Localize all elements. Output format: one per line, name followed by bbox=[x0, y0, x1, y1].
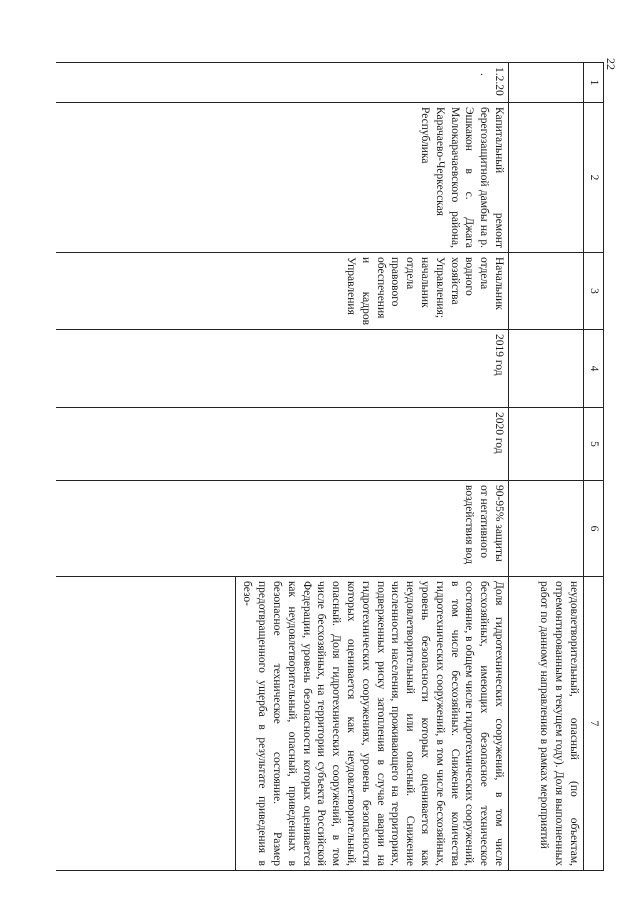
header-col-4: 4 bbox=[584, 330, 604, 408]
executor-cell: Начальник отдела водного хозяйства Управления; начальник отдела правового обеспечения и кадров Управления bbox=[56, 253, 509, 330]
prev-cell-1 bbox=[509, 63, 584, 103]
header-col-5: 5 bbox=[584, 408, 604, 481]
prev-cell-4 bbox=[509, 330, 584, 408]
start-year-cell: 2019 год bbox=[56, 330, 509, 408]
expected-result-cell: 90-95% защиты от негативного воздействия вод bbox=[56, 481, 509, 577]
prev-cell-6 bbox=[509, 481, 584, 577]
rotated-table-container bbox=[56, 62, 604, 870]
prev-cell-2 bbox=[509, 103, 584, 253]
indicators-text: Доля гидротехнических сооружений, в том числе бесхозяйных, имеющих безопасное техническое состояние, в общем числе гидротехнических сооружений, в том числе бесхозяйных. Снижение количества гидротехнических сооружений, в том числе бесхозяйных, уровень безопасности которых оценивается как неудовлетворительный или опасный. Снижение численности населения, проживающего на территориях, подверженных риску затопления в случае аварии на гидротехнических сооружениях, уровень безопасности которых оценивается как неудовлетворительный, опасный. Доля гидротехнических сооружений, в том числе бесхозяйных, на территории субъекта Российской Федерации, уровень безопасности которых оценивается как неудовлетворительный, опасный, приведенных в безопасное техническое состояние. Размер предотвращенного ущерба в результате приведения в безо- bbox=[235, 577, 508, 870]
object-name-cell: Капитальный ремонт берегозащитной дамбы на р. Эшкакон в с. Джага Малокарачаевского района, Карачаево-Черкесская Республика bbox=[56, 103, 509, 253]
end-year-cell: 2020 год bbox=[56, 408, 509, 481]
measures-table bbox=[56, 62, 604, 871]
header-col-3: 3 bbox=[584, 253, 604, 330]
header-col-2: 2 bbox=[584, 103, 604, 253]
previous-row-continuation bbox=[509, 63, 584, 871]
prev-indicators-cell: неудовлетворительный, опасный (по объектам, отремонтированным в текущем году). Доля выполненных работ по данному направлению в рамках мероприятий bbox=[509, 577, 584, 871]
row-number: 1.2.20 bbox=[493, 67, 505, 96]
indicators-cell bbox=[56, 577, 509, 871]
row-number-mark: . bbox=[478, 73, 491, 76]
prev-cell-3 bbox=[509, 253, 584, 330]
header-col-6: 6 bbox=[584, 481, 604, 577]
table-row bbox=[56, 63, 509, 871]
header-row bbox=[584, 63, 604, 871]
header-col-7: 7 bbox=[584, 577, 604, 871]
row-number-cell bbox=[56, 63, 509, 103]
page-number: 22 bbox=[604, 58, 618, 70]
prev-cell-5 bbox=[509, 408, 584, 481]
header-col-1: 1 bbox=[584, 63, 604, 103]
